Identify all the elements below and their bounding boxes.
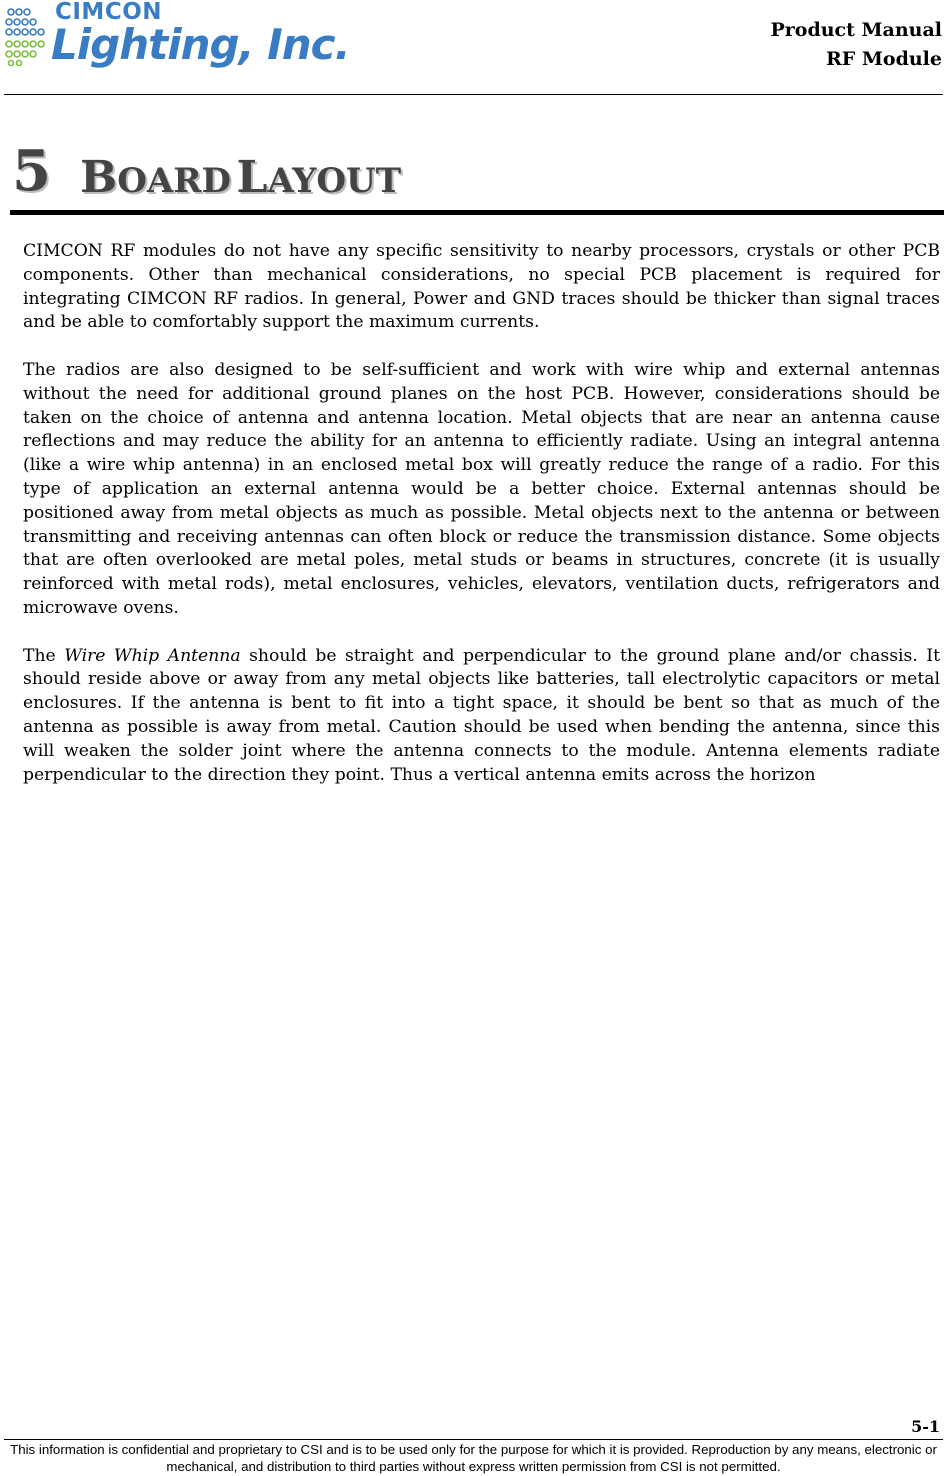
body-text	[23, 240, 940, 811]
chapter-title-initial-2: L	[236, 152, 268, 203]
paragraph-rest: should be straight and perpendicular to the ground plane and/or chassis. It should reside above or away from any metal objects like batteries, tall electrolytic capacitors or metal enclosures. If the antenna is bent to fit into a tight space, it should be bent so that as much of the antenna as possible is away from metal. Caution should be used when bending the antenna, since this will weaken the solder joint where the antenna connects to the module. Antenna elements radiate perpendicular to the direction they point. Thus a vertical antenna emits across the horizon	[23, 645, 941, 785]
paragraph-pcb-placement: CIMCON RF modules do not have any specific sensitivity to nearby processors, crystals or other PCB components. Other than mechanical considerations, no special PCB placement is required for integrating CIMCON RF radios. In general, Power and GND traces should be thicker than signal traces and be able to comfortably support the maximum currents.	[23, 241, 940, 333]
page-header	[0, 0, 944, 96]
logo-wordmark-cimcon: CIMCON	[55, 0, 163, 25]
header-divider	[4, 94, 943, 95]
chapter-title	[80, 152, 401, 203]
page-number: 5-1	[911, 1417, 940, 1436]
confidentiality-notice: This information is confidential and proprietary to CSI and is to be used only for the purpose for which it is provided. Reproduction by any means, electronic or mechanical, and distribution to third parties without express written permission from CSI is not permitted.	[10, 1442, 937, 1474]
footer-divider	[4, 1439, 943, 1440]
document-title: Product Manual	[770, 19, 942, 41]
chapter-title-rest-1: OARD	[117, 161, 231, 201]
document-subtitle: RF Module	[825, 48, 942, 70]
document-title-block	[770, 16, 942, 74]
company-logo	[3, 0, 350, 76]
logo-dots-icon	[3, 6, 49, 66]
paragraph-antenna-location: The radios are also designed to be self-sufficient and work with wire whip and external antennas without the need for additional ground planes on the host PCB. However, considerations should be taken on the choice of antenna and antenna location. Metal objects that are near an antenna cause reflections and may reduce the ability for an antenna to efficiently radiate. Using an integral antenna (like a wire whip antenna) in an enclosed metal box will greatly reduce the range of a radio. For this type of application an external antenna would be a better choice. External antennas should be positioned away from metal objects as much as possible. Metal objects next to the antenna or between transmitting and receiving antennas can often block or reduce the transmission distance. Some objects that are often overlooked are metal poles, metal studs or beams in structures, concrete (it is usually reinforced with metal rods), metal enclosures, vehicles, elevators, ventilation ducts, refrigerators and microwave ovens.	[23, 359, 940, 618]
chapter-heading	[10, 138, 944, 214]
logo-wordmark-lighting: Lighting, Inc.	[51, 20, 350, 69]
paragraph-lead: The	[23, 645, 65, 666]
wire-whip-antenna-term: Wire Whip Antenna	[64, 645, 241, 666]
chapter-divider	[10, 210, 944, 215]
paragraph-wire-whip-antenna	[23, 645, 940, 788]
chapter-number: 5	[12, 138, 51, 204]
chapter-title-initial-1: B	[80, 152, 118, 203]
chapter-title-rest-2: AYOUT	[267, 161, 401, 201]
